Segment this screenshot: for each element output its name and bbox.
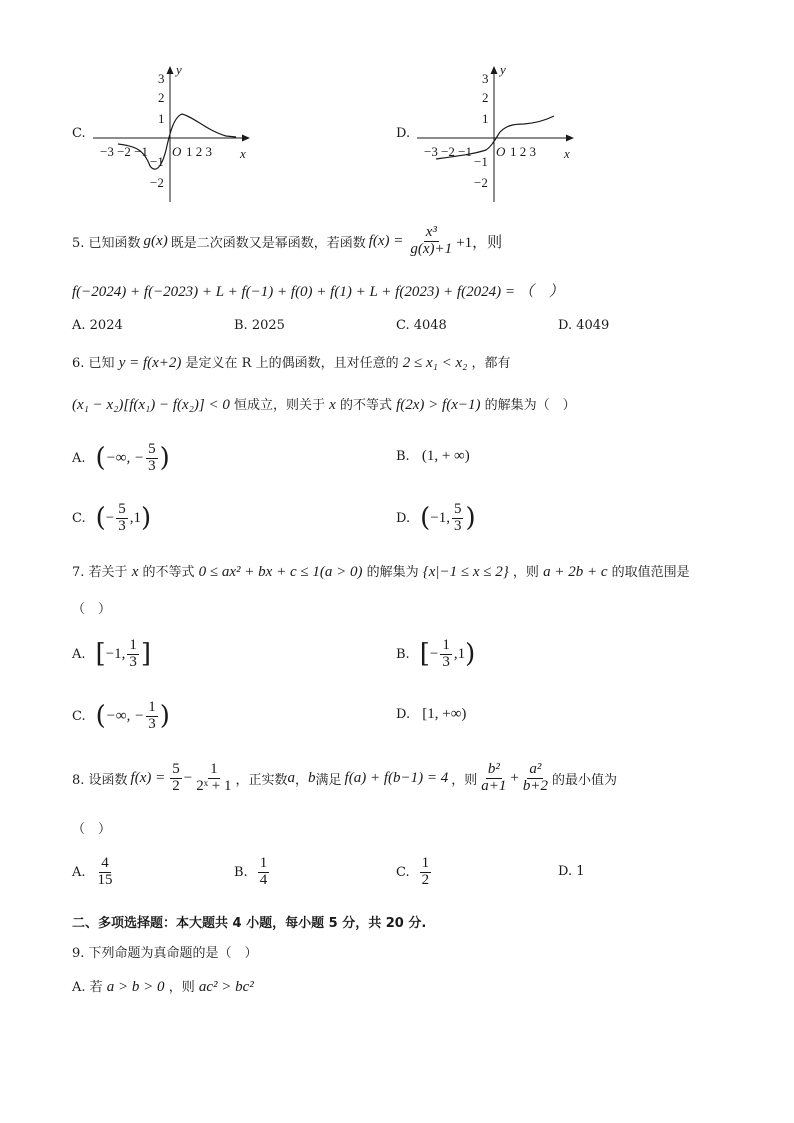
ytick-1: 1 [158,111,165,126]
ytick-3: 3 [482,71,489,86]
q5-stem: 5. 已知函数 g(x) 既是二次函数又是幂函数，若函数 f(x) = $\frac{\text{x³}}{g(x)+1}$ +1，则 [72,223,503,257]
q5-option-b: B. 2025 [234,318,285,333]
option-c-label: C. [72,126,86,141]
ytick-3: 3 [158,71,165,86]
graph-c [88,62,258,207]
q9-option-a: A. 若 a > b > 0 ，则 ac² > bc² [72,979,254,995]
ytick-neg2: −2 [150,175,164,190]
q6-option-c: C. ( − $\frac{5}{3}$ ,1 ) [72,500,152,534]
q8-paren: （ ） [72,822,112,837]
ytick-neg1: −1 [474,154,488,169]
q5-expression: f(−2024) + f(−2023) + L + f(−1) + f(0) + f(1) + L + f(2023) + f(2024) = （ ） [72,284,564,300]
q8-option-c: C. $\frac{1}{2}$ [396,854,430,888]
q7-option-b: B. [ − $\frac{1}{3}$ ,1 ) [396,636,476,670]
xticks-negative: −3 −2 −1 [424,144,472,159]
option-d-label: D. [396,126,411,141]
x-axis-label: x [240,146,246,161]
q8-option-d: D. 1 [558,864,585,879]
q6-stem-line1: 6. 已知 y = f(x+2) 是定义在 R 上的偶函数，且对任意的 2 ≤ x₁ < x₂ ，都有 [72,355,511,371]
q6-option-d: D. ( −1, $\frac{5}{3}$ ) [396,500,476,534]
curve-c [118,114,236,169]
q7-option-c: C. ( −∞, − $\frac{1}{3}$ ) [72,698,170,732]
x-axis-label: x [564,146,570,161]
q8-option-b: B. $\frac{1}{4}$ [234,854,268,888]
q8-stem: 8. 设函数 f(x) = $\frac{5}{2}$ − $\frac{1}{\text{2ˣ + 1}}$ ，正实数 a ， b 满足 f(a) + f(b−1) = 4 ，则 $\frac{\text{b²}}{a+1}$ + $\frac{\text{a²}}{b+2}$ 的最小值为 [72,760,617,794]
y-arrow-icon [491,66,498,74]
q6-stem-line2: (x₁ − x₂)[f(x₁) − f(x₂)] < 0 恒成立，则关于 x 的不等式 f(2x) > f(x−1) 的解集为（ ） [72,397,576,413]
q9-stem: 9. 下列命题为真命题的是（ ） [72,946,258,961]
section-2-title: 二、多项选择题：本大题共 4 小题，每小题 5 分，共 20 分. [72,916,427,931]
ytick-2: 2 [482,90,489,105]
xticks-negative: −3 −2 −1 [100,144,148,159]
ytick-neg2: −2 [474,175,488,190]
ytick-1: 1 [482,111,489,126]
q5-option-a: A. 2024 [72,318,123,333]
q7-option-a: A. [ −1, $\frac{1}{3}$ ] [72,636,152,670]
y-arrow-icon [167,66,174,74]
xticks-positive: 1 2 3 [186,144,212,159]
q6-option-a: A. ( −∞, − $\frac{5}{3}$ ) [72,440,170,474]
q7-option-d: D. [1, +∞) [396,706,467,722]
xticks-positive: 1 2 3 [510,144,536,159]
x-arrow-icon [242,135,250,142]
ytick-2: 2 [158,90,165,105]
q6-option-b: B. (1, + ∞) [396,448,470,464]
q5-option-d: D. 4049 [558,318,610,333]
q7-paren: （ ） [72,602,112,617]
y-axis-label: y [500,62,506,77]
origin-label: O [496,144,506,159]
y-axis-label: y [176,62,182,77]
ytick-neg1: −1 [150,154,164,169]
x-arrow-icon [566,135,574,142]
q5-option-c: C. 4048 [396,318,447,333]
graph-d [412,62,582,207]
q7-stem: 7. 若关于 x 的不等式 0 ≤ ax² + bx + c ≤ 1(a > 0) 的解集为 {x|−1 ≤ x ≤ 2} ，则 a + 2b + c 的取值范围是 [72,564,690,580]
origin-label: O [172,144,182,159]
q8-option-a: A. $\frac{4}{15}$ [72,854,113,888]
